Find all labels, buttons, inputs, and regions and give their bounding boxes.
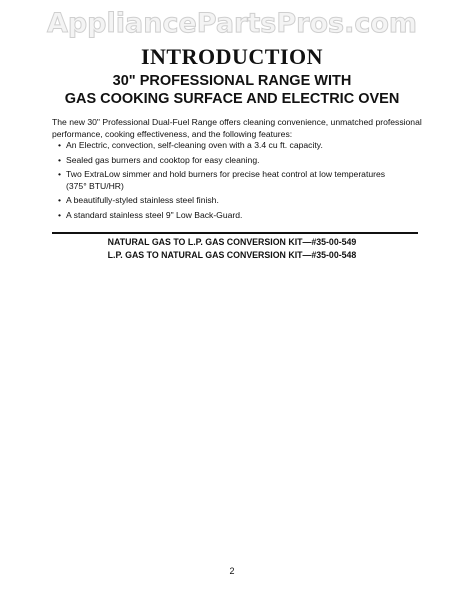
bullet-icon: • (58, 169, 62, 179)
feature-item (58, 155, 428, 167)
bullet-icon: • (58, 140, 62, 150)
feature-item (58, 140, 428, 152)
feature-text: Sealed gas burners and cooktop for easy cleaning. (66, 154, 260, 165)
feature-text: Two ExtraLow simmer and hold burners for precise heat control at low temperatures (375° BTU/HR) (66, 169, 386, 191)
feature-text: A standard stainless steel 9" Low Back-Guard. (66, 209, 243, 220)
section-divider (52, 232, 418, 234)
bullet-icon: • (58, 154, 62, 165)
page-title: INTRODUCTION (140, 44, 324, 69)
intro-paragraph: The new 30" Professional Dual-Fuel Range offers cleaning convenience, unmatched professional performance, cooking effectiveness, and the following features: (52, 117, 422, 139)
feature-list (58, 140, 428, 224)
subtitle-line-1: 30" PROFESSIONAL RANGE WITH (112, 73, 352, 89)
conversion-kit-line: L.P. GAS TO NATURAL GAS CONVERSION KIT—#35-00-548 (107, 250, 357, 260)
page-number: 2 (229, 566, 235, 576)
feature-item (58, 210, 428, 222)
feature-item (58, 169, 428, 192)
feature-item (58, 195, 428, 207)
feature-text: An Electric, convection, self-cleaning oven with a 3.4 cu ft. capacity. (66, 140, 323, 150)
watermark-logo: AppliancePartsPros.com (46, 8, 418, 39)
subtitle-line-2: GAS COOKING SURFACE AND ELECTRIC OVEN (64, 91, 400, 107)
bullet-icon: • (58, 209, 62, 220)
bullet-icon: • (58, 195, 62, 205)
conversion-kit-line: NATURAL GAS TO L.P. GAS CONVERSION KIT—#35-00-549 (107, 237, 357, 247)
feature-text: A beautifully-styled stainless steel finish. (66, 195, 219, 205)
